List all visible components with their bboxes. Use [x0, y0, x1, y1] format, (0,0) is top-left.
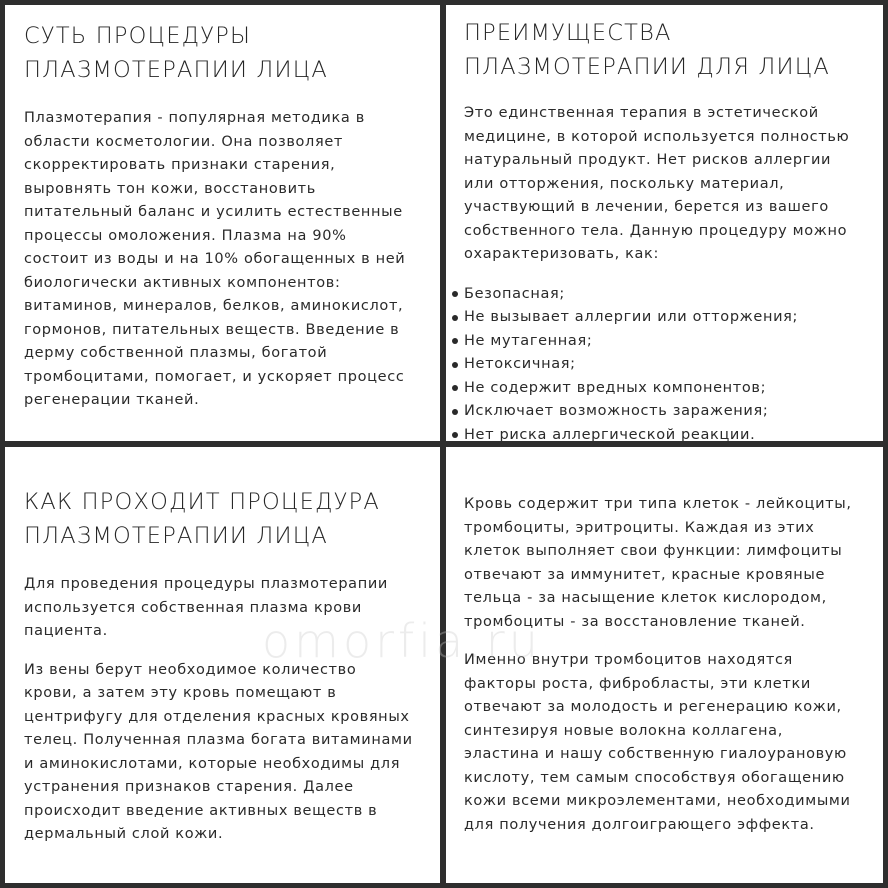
body-line: гормонов, питательных веществ. Введение в — [24, 321, 400, 338]
body-line: тромбоцитами, помогает, и ускоряет процесс — [24, 368, 405, 385]
body-line: отвечают за молодость и регенерацию кожи, — [464, 699, 842, 715]
body-line: и аминокислотами, которые необходимы для — [24, 755, 401, 772]
body-line: центрифугу для отделения красных кровяных — [24, 708, 410, 725]
body-line: телец. Полученная плазма богата витаминами — [24, 732, 413, 748]
advantages-list — [452, 283, 873, 442]
body-line: питательный баланс и усилить естественные — [24, 204, 403, 220]
body-line: собственного тела. Данную процедуру можно — [464, 222, 848, 239]
panel-title — [24, 19, 428, 87]
body-line: Это единственная терапия в эстетической — [464, 105, 819, 121]
body-line: участвующий в лечении, берется из вашего — [464, 199, 829, 215]
list-item-text: Безопасная; — [464, 285, 565, 302]
list-item-text: Нет риска аллергической реакции. — [464, 426, 756, 441]
body-line: пациента. — [24, 623, 108, 639]
body-line: биологически активных компонентов: — [24, 274, 341, 291]
bullet-icon — [452, 362, 458, 368]
body-line: области косметологии. Она позволяет — [24, 133, 343, 150]
body-line: синтезируя новые волокна коллагена, — [464, 722, 783, 739]
body-line: устранения признаков старения. Далее — [24, 779, 354, 795]
body-line: дермальный слой кожи. — [24, 826, 224, 842]
panel-procedure-essence — [5, 5, 440, 441]
title-line: ПРЕИМУЩЕСТВА — [464, 20, 672, 46]
body-line: факторы роста, фибробласты, эти клетки — [464, 675, 811, 692]
list-item — [452, 283, 873, 307]
panel-how-procedure-works — [5, 447, 440, 883]
bullet-icon — [452, 315, 458, 321]
body-line: Для проведения процедуры плазмотерапии — [24, 576, 388, 592]
watermark: omorfia.ru — [262, 614, 542, 668]
body-line: клеток выполняет свои функции: лимфоциты — [464, 543, 843, 559]
list-item — [452, 330, 873, 354]
panel-paragraph — [464, 493, 873, 634]
body-line: регенерации тканей. — [24, 392, 200, 408]
body-line: процессы омоложения. Плазма на 90% — [24, 227, 347, 244]
bullet-icon — [452, 338, 458, 344]
bullet-icon — [452, 409, 458, 415]
body-line: тельца - за насыщение клеток кислородом, — [464, 590, 827, 606]
list-item-text: Не вызывает аллергии или отторжения; — [464, 309, 799, 325]
body-line: натуральный продукт. Нет рисков аллергии — [464, 152, 832, 168]
bullet-icon — [452, 432, 458, 438]
body-line: Из вены берут необходимое количество — [24, 661, 357, 678]
body-line: витаминов, минералов, белков, аминокислот, — [24, 298, 404, 314]
list-item — [452, 400, 873, 424]
list-item — [452, 424, 873, 442]
body-line: медицине, в которой используется полностью — [464, 128, 850, 145]
bullet-icon — [452, 291, 458, 297]
title-line: КАК ПРОХОДИТ ПРОЦЕДУРА — [24, 489, 380, 515]
body-line: дерму собственной плазмы, богатой — [24, 345, 328, 361]
title-line: СУТЬ ПРОЦЕДУРЫ — [24, 23, 252, 49]
list-item-text: Нетоксичная; — [464, 356, 576, 372]
list-item-text: Не мутагенная; — [464, 332, 593, 349]
body-line: Плазмотерапия - популярная методика в — [24, 110, 365, 126]
body-line: кожи всеми микроэлементами, необходимыми — [464, 793, 851, 809]
list-item — [452, 353, 873, 377]
body-line: происходит введение активных веществ в — [24, 802, 378, 819]
body-line: тромбоциты - за восстановление тканей. — [464, 613, 806, 630]
body-line: эластина и нашу собственную гиалоурановую — [464, 746, 847, 762]
body-line: охарактеризовать, как: — [464, 246, 659, 262]
list-item-text: Исключает возможность заражения; — [464, 403, 769, 419]
panel-paragraph — [24, 659, 430, 847]
title-line: ПЛАЗМОТЕРАПИИ ЛИЦА — [24, 57, 328, 83]
body-line: или отторжения, поскольку материал, — [464, 175, 785, 192]
panel-body — [464, 102, 873, 267]
panel-paragraph — [464, 649, 873, 837]
body-line: Кровь содержит три типа клеток - лейкоциты, — [464, 496, 852, 512]
body-line: отвечают за иммунитет, красные кровяные — [464, 566, 826, 583]
title-line: ПЛАЗМОТЕРАПИИ ДЛЯ ЛИЦА — [464, 54, 830, 80]
body-line: Именно внутри тромбоцитов находятся — [464, 652, 793, 668]
list-item — [452, 306, 873, 330]
panel-title — [24, 485, 430, 553]
panel-advantages — [446, 5, 883, 441]
title-line: ПЛАЗМОТЕРАПИИ ЛИЦА — [24, 523, 328, 549]
body-line: кислоту, тем самым способствуя обогащению — [464, 769, 845, 786]
body-line: состоит из воды и на 10% обогащенных в ней — [24, 251, 406, 267]
body-line: для получения долгоиграющего эффекта. — [464, 816, 815, 833]
body-line: крови, а затем эту кровь помещают в — [24, 685, 337, 701]
body-line: выровнять тон кожи, восстановить — [24, 180, 316, 197]
body-line: скорректировать признаки старения, — [24, 157, 336, 173]
bullet-icon — [452, 385, 458, 391]
body-line: тромбоциты, эритроциты. Каждая из этих — [464, 519, 815, 536]
panel-title — [464, 16, 873, 84]
panel-body — [24, 107, 428, 413]
list-item — [452, 377, 873, 401]
panel-blood-cells — [446, 447, 883, 883]
panel-paragraph — [24, 573, 430, 644]
body-line: используется собственная плазма крови — [24, 599, 363, 616]
list-item-text: Не содержит вредных компонентов; — [464, 379, 767, 396]
